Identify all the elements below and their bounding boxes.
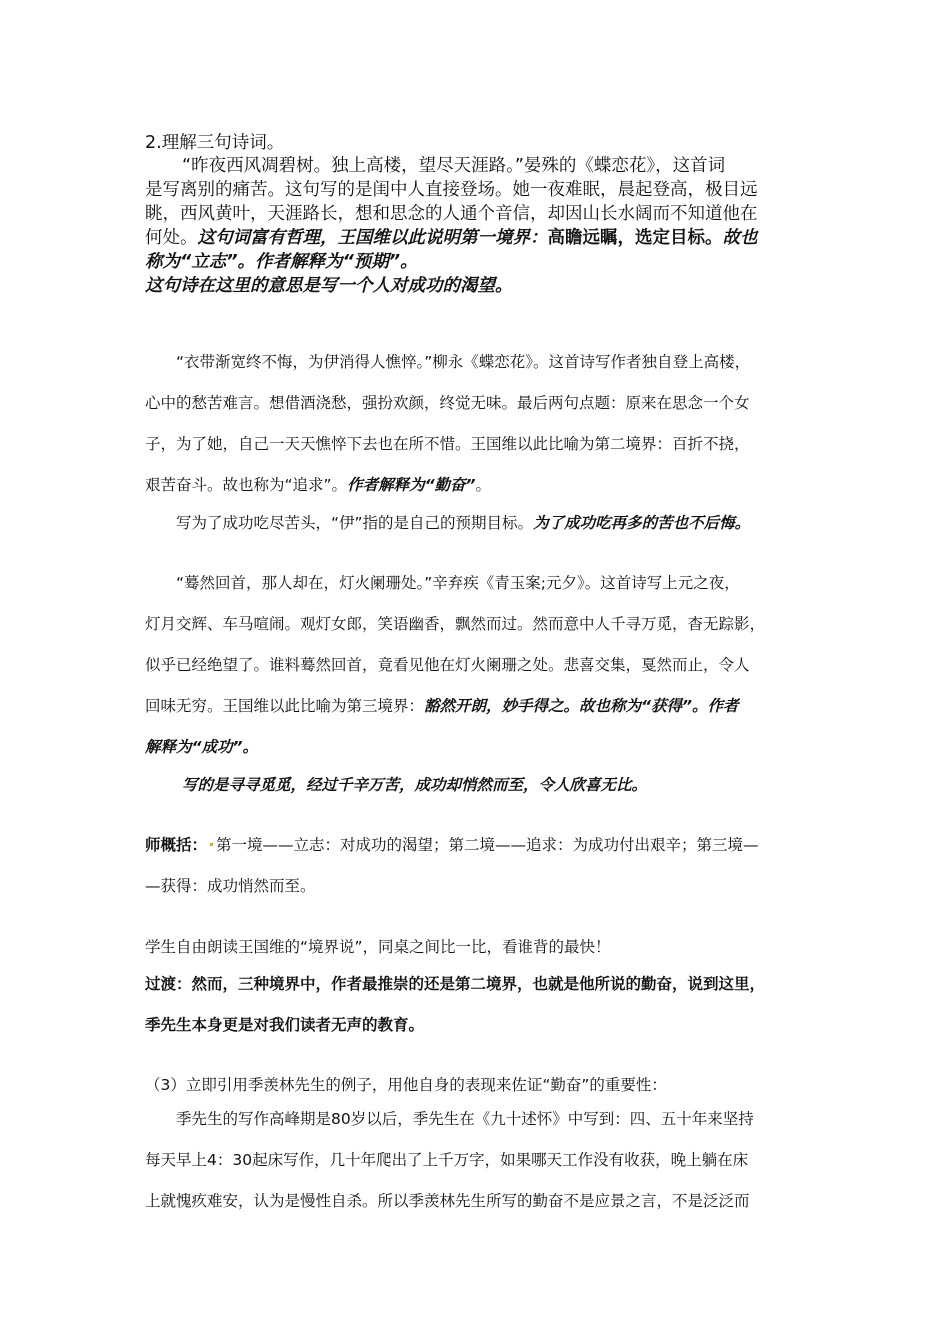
paragraph-line [145,475,491,495]
emphasis-line: 写的是寻寻觅觅，经过千辛万苦，成功却悄然而至，令人欣喜无比。 [182,776,648,794]
paragraph-line: 灯月交辉、车马喧闹。观灯女郎，笑语幽香，飘然而过。然而意中人千寻万觅，杳无踪影， [145,615,766,633]
summary-label: 师概括： [145,836,208,854]
paragraph-line: 季先生的写作高峰期是80岁以后，季先生在《九十述怀》中写到：四、五十年来坚持 [176,1110,754,1128]
text-run: 何处。 [145,228,198,248]
summary-line [145,835,759,855]
paragraph-line: 似乎已经绝望了。谁料蓦然回首，竟看见他在灯火阑珊之处。悲喜交集，戛然而止，令人 [145,656,750,674]
emphasis-text: 这句词富有哲理，王国维以此说明第一境界： [197,228,548,248]
emphasis-line: 称为“立志”。作者解释为“预期”。 [145,252,418,272]
section-heading: 2.理解三句诗词。 [145,133,285,153]
paragraph-line: 学生自由朗读王国维的“境界说”，同桌之间比一比，看谁背的最快！ [145,938,611,956]
text-run: 。 [475,476,492,494]
emphasis-text: 高瞻远瞩，选定目标。 [547,228,723,248]
text-run: 写为了成功吃尽苦头，“伊”指的是自己的预期目标。 [176,514,534,532]
emphasis-text: 豁然开朗，妙手得之。故也称为“获得”。作者 [424,697,739,715]
text-run: 艰苦奋斗。故也称为“追求”。 [145,476,348,494]
emphasis-line: 解释为“成功”。 [145,738,258,756]
paragraph-line: （3）立即引用季羡林先生的例子，用他自身的表现来佐证“勤奋”的重要性： [145,1076,667,1094]
transition-line: 过渡：然而，三种境界中，作者最推崇的还是第二境界，也就是他所说的勤奋，说到这里， [145,975,766,993]
emphasis-text: 作者解释为“勤奋” [347,476,476,494]
summary-line: —获得：成功悄然而至。 [145,877,316,895]
emphasis-text: 为了成功吃再多的苦也不后悔。 [533,514,751,532]
emphasis-line: 这句诗在这里的意思是写一个人对成功的渴望。 [145,276,513,296]
paragraph-line: “昨夜西风凋碧树。独上高楼，望尽天涯路。”晏殊的《蝶恋花》，这首词 [182,156,726,176]
paragraph-line: 子，为了她，自己一天天憔悴下去也在所不惜。王国维以此比喻为第二境界：百折不挠， [145,435,750,453]
paragraph-line [145,225,758,251]
text-run: 回味无穷。王国维以此比喻为第三境界： [145,697,425,715]
paragraph-line: “蓦然回首，那人却在，灯火阑珊处。”辛弃疾《青玉案;元夕》。这首诗写上元之夜， [176,574,740,592]
paragraph-line: 心中的愁苦难言。想借酒浇愁，强扮欢颜，终觉无味。最后两句点题：原来在思念一个女 [145,394,750,412]
paragraph-line [145,696,738,716]
paragraph-line: 上就愧疚难安，认为是慢性自杀。所以季羡林先生所写的勤奋不是应景之言，不是泛泛而 [145,1192,750,1210]
transition-line: 季先生本身更是对我们读者无声的教育。 [145,1016,425,1034]
emphasis-text: 故也 [722,228,758,248]
text-run: 第一境——立志：对成功的渴望；第二境——追求：为成功付出艰辛；第三境— [216,836,759,854]
paragraph-line: 每天早上4：30起床写作，几十年爬出了上千万字，如果哪天工作没有收获，晚上躺在床 [145,1151,749,1169]
paragraph-line: “衣带渐宽终不悔，为伊消得人憔悴。”柳永《蝶恋花》。这首诗写作者独自登上高楼， [176,353,751,371]
bullet-dot-icon [210,843,213,846]
paragraph-line [176,513,750,533]
paragraph-line: 是写离别的痛苦。这句写的是闺中人直接登场。她一夜难眠，晨起登高，极目远 [145,180,758,200]
paragraph-line: 眺，西风黄叶，天涯路长，想和思念的人通个音信，却因山长水阔而不知道他在 [145,204,758,224]
